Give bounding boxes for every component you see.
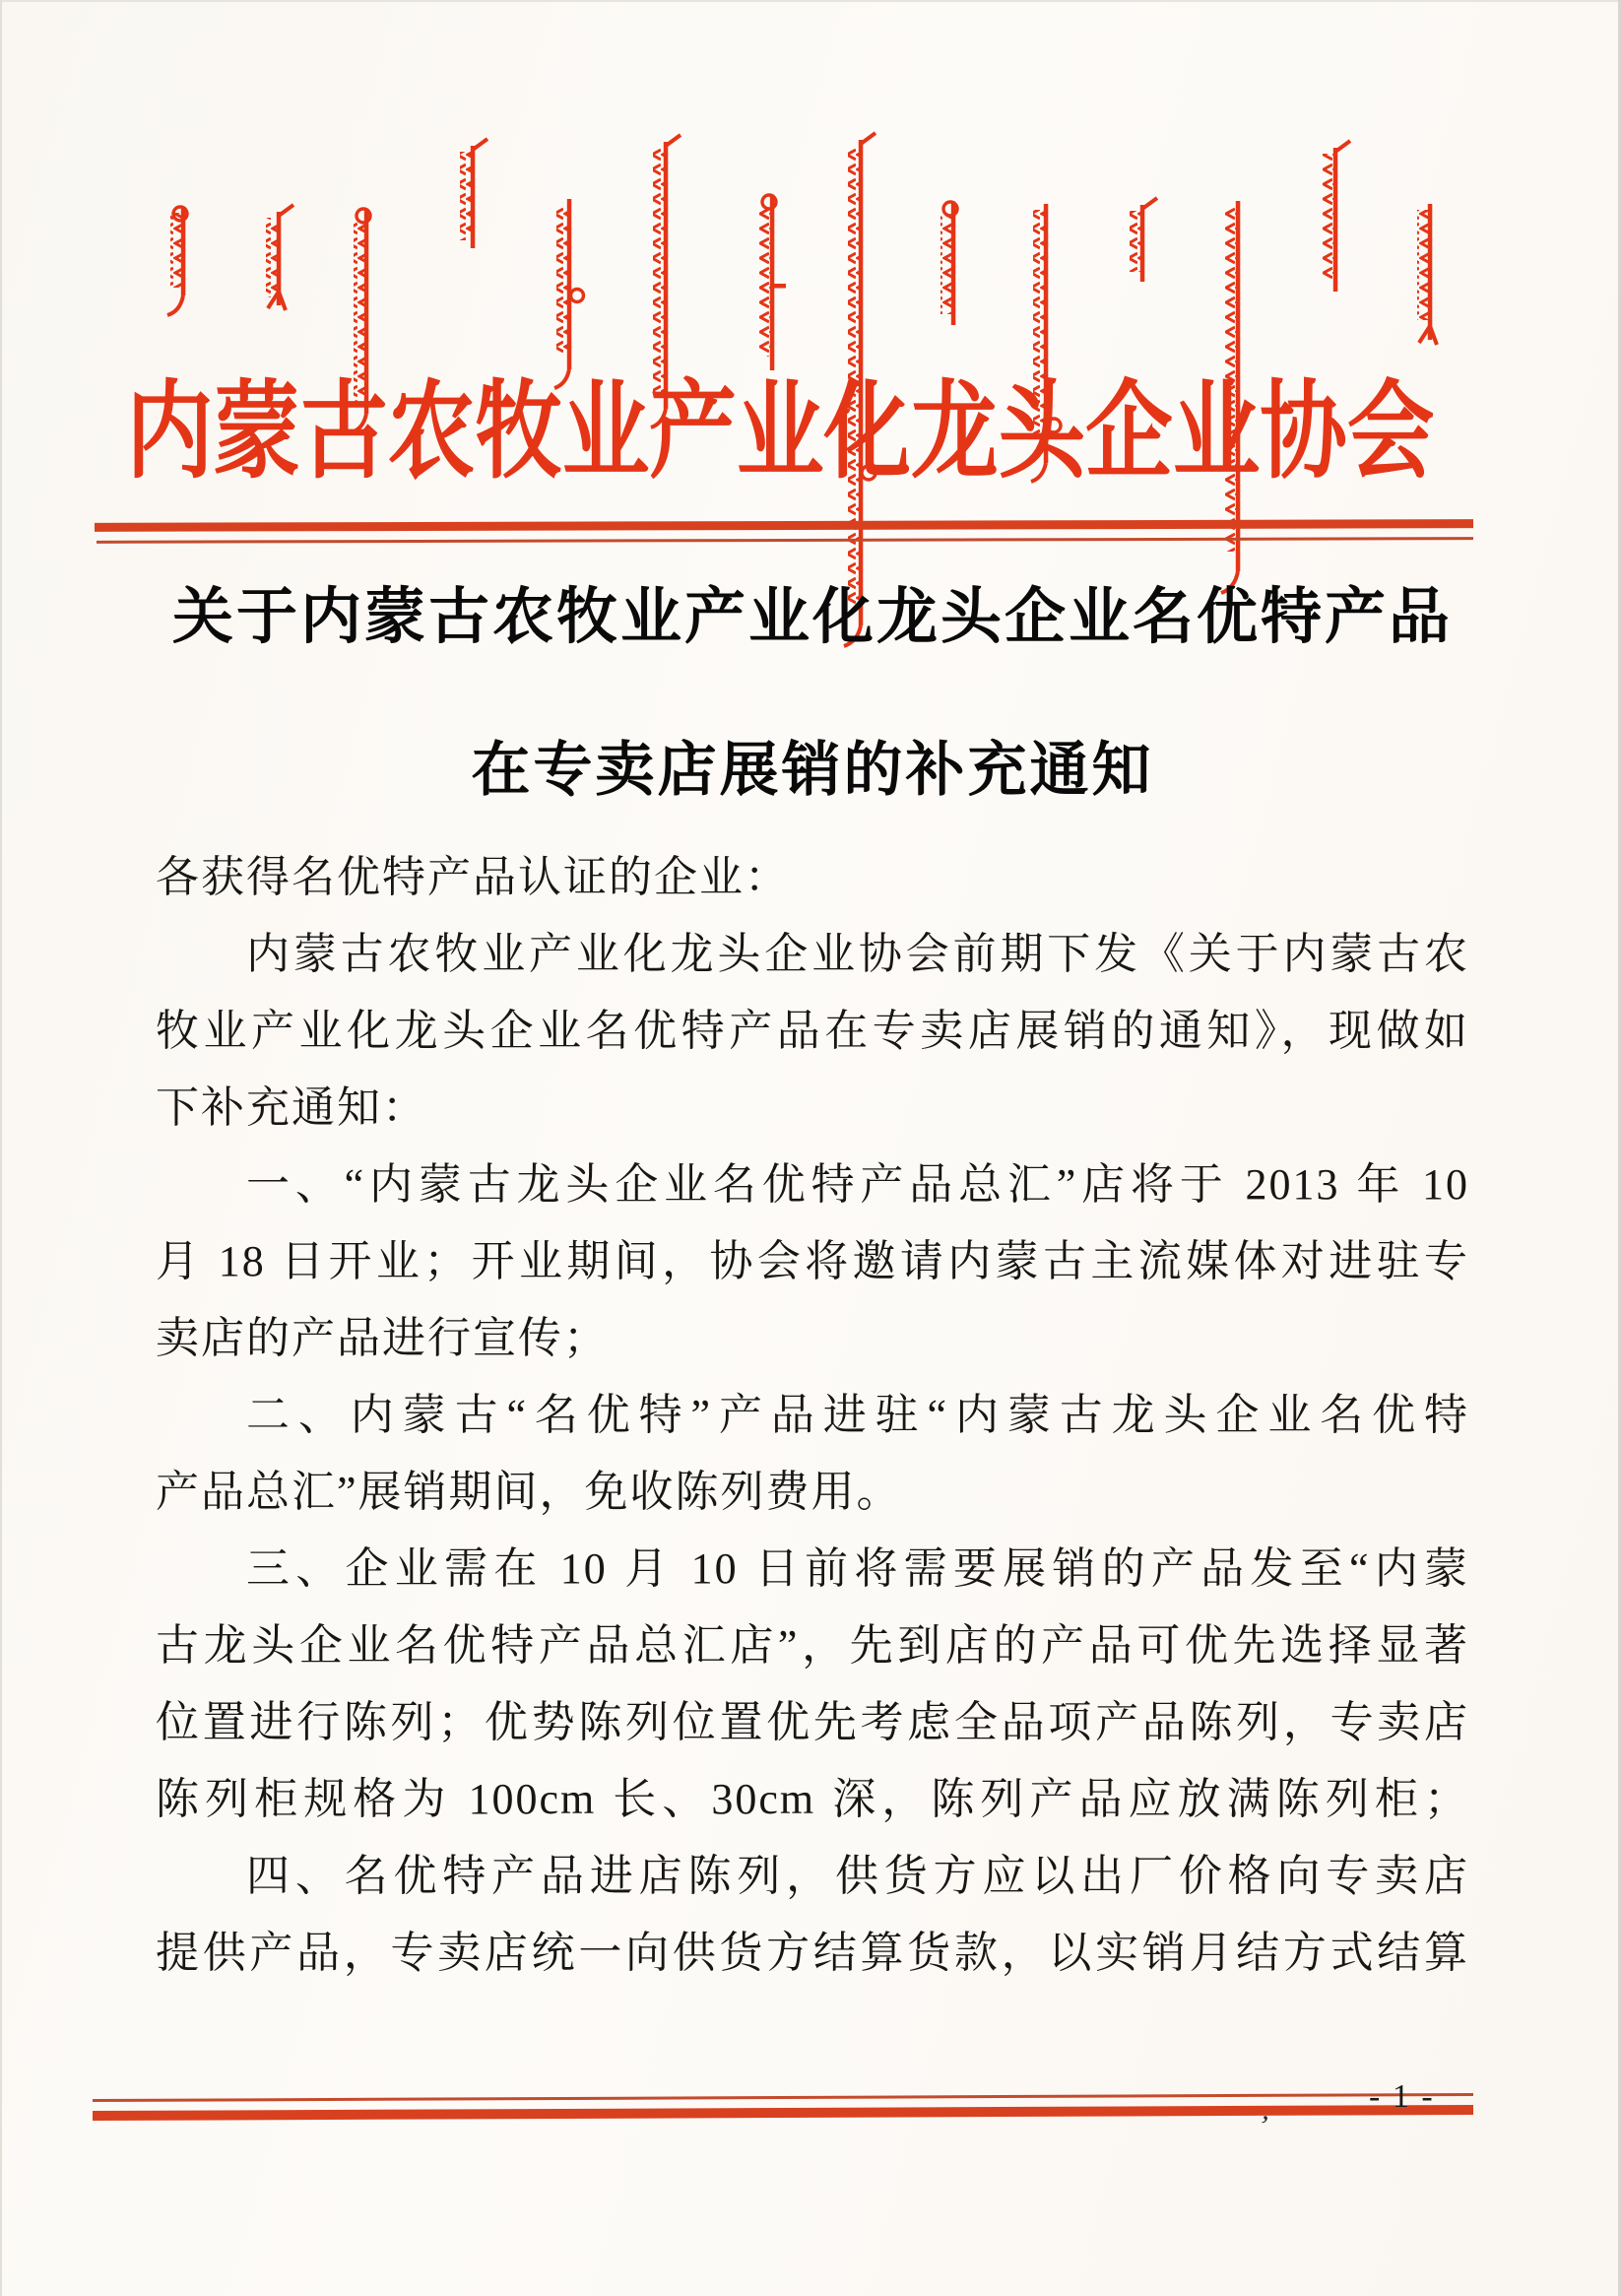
- body-line: 各获得名优特产品认证的企业：: [156, 853, 790, 901]
- mongolian-script-column: [266, 205, 293, 310]
- stray-mark: ’: [1255, 2109, 1272, 2143]
- body-line: 陈列柜规格为 100cm 长、30cm 深，陈列产品应放满陈列柜；: [156, 1775, 1469, 1823]
- body-line: 月 18 日开业；开业期间，协会将邀请内蒙古主流媒体对进驻专: [156, 1237, 1469, 1285]
- body-line: 卖店的产品进行宣传；: [156, 1314, 609, 1362]
- body-line: 产品总汇”展销期间，免收陈列费用。: [156, 1468, 902, 1516]
- mongolian-script-column: [1417, 204, 1437, 345]
- mongolian-script-row: [0, 0, 1621, 650]
- org-name-title: 内蒙古农牧业产业化龙头企业协会: [126, 374, 1435, 492]
- body-line: 二、内蒙古“名优特”产品进驻“内蒙古龙头企业名优特: [246, 1391, 1469, 1439]
- body-line: 一、“内蒙古龙头企业名优特产品总汇”店将于 2013 年 10: [246, 1160, 1469, 1209]
- mongolian-script-column: [1130, 198, 1157, 282]
- body-line: 牧业产业化龙头企业名优特产品在专卖店展销的通知》，现做如: [156, 1007, 1469, 1055]
- footer-rule-thin: [93, 2093, 1473, 2102]
- mongolian-script-column: [940, 202, 957, 325]
- mongolian-script-column: [759, 195, 786, 370]
- body-line: 内蒙古农牧业产业化龙头企业协会前期下发《关于内蒙古农: [246, 930, 1469, 978]
- mongolian-script-column: [554, 199, 584, 388]
- body-text: [156, 839, 1469, 1992]
- body-line: 三、企业需在 10 月 10 日前将需要展销的产品发至“内蒙: [246, 1544, 1469, 1593]
- page-number: - 1 -: [1369, 2078, 1435, 2115]
- mongolian-script-column: [167, 207, 187, 315]
- body-line: 古龙头企业名优特产品总汇店”，先到店的产品可优先选择显著: [156, 1621, 1469, 1670]
- body-line: 位置进行陈列；优势陈列位置优先考虑全品项产品陈列，专卖店: [156, 1698, 1469, 1746]
- body-line: 四、名优特产品进店陈列，供货方应以出厂价格向专卖店: [246, 1852, 1469, 1900]
- mongolian-script-column: [1323, 141, 1350, 292]
- body-line: 下补充通知：: [156, 1083, 427, 1132]
- mongolian-script-column: [460, 139, 487, 248]
- doc-title-line2: 在专卖店展销的补充通知: [471, 738, 1154, 803]
- body-line: 提供产品，专卖店统一向供货方结算货款，以实销月结方式结算: [156, 1929, 1469, 1977]
- doc-title-line1: 关于内蒙古农牧业产业化龙头企业名优特产品: [171, 584, 1453, 651]
